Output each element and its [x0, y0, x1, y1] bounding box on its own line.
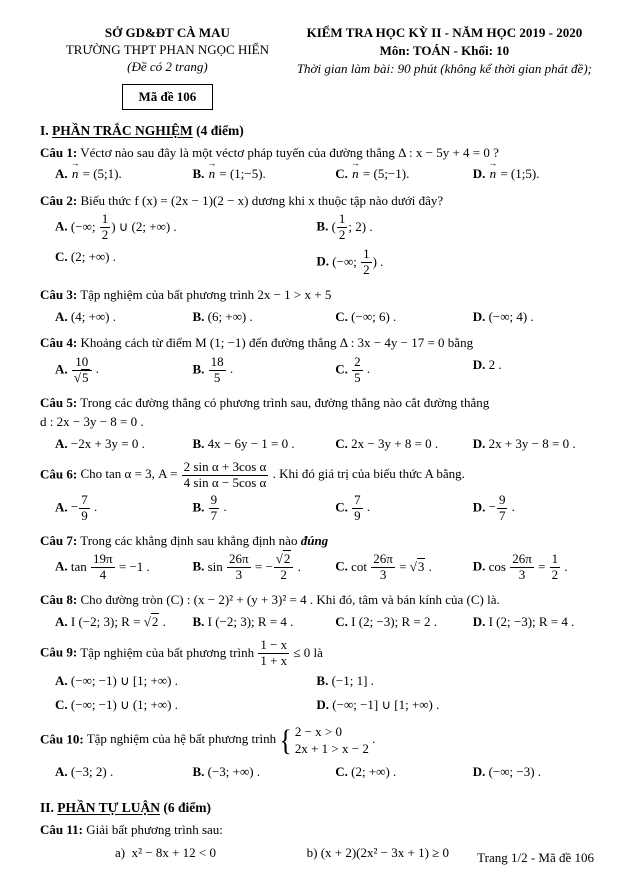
- option-key: A.: [55, 673, 68, 688]
- option-key: C.: [335, 435, 348, 451]
- option-A: [55, 610, 192, 634]
- option-D: [473, 305, 594, 329]
- option-key: A.: [55, 166, 68, 182]
- option-key: A.: [55, 558, 68, 574]
- option-C: [335, 305, 472, 329]
- option-A: [55, 353, 192, 388]
- options-row: [40, 162, 594, 186]
- option-B: [192, 491, 335, 526]
- option-key: A.: [55, 764, 68, 779]
- department-name: SỞ GD&ĐT CÀ MAU: [104, 25, 230, 40]
- question-5: [40, 393, 594, 456]
- option-B: [192, 432, 335, 456]
- option-text: cos $\frac{26\pi}{3}$ = $\frac{1}{2}$ .: [488, 551, 568, 583]
- part-text: x² − 8x + 12 < 0: [131, 845, 217, 861]
- option-D: [473, 491, 594, 526]
- question-stem: [40, 820, 594, 840]
- option-D: [473, 760, 594, 784]
- option-text: → n = (1;−5).: [208, 166, 266, 181]
- question-text-line2: d : 2x − 3y − 8 = 0 .: [40, 414, 144, 429]
- option-text: 2 .: [488, 356, 502, 372]
- option-key: A.: [55, 435, 68, 451]
- option-key: A.: [55, 499, 68, 515]
- option-B: [192, 610, 335, 634]
- question-9: [40, 638, 594, 716]
- option-A: [55, 210, 316, 245]
- option-text: (−∞; −1] ∪ [1; +∞) .: [332, 696, 440, 712]
- option-key: C.: [335, 558, 348, 574]
- option-text: (−∞; −1) ∪ (1; +∞) .: [70, 696, 178, 712]
- option-text: I (2; −3); R = 2 .: [351, 613, 437, 629]
- option-text: (−∞; −3) .: [488, 764, 542, 779]
- option-B: [316, 669, 594, 693]
- question-stem: [40, 638, 594, 669]
- subject-line: Môn: TOÁN - Khối: 10: [379, 42, 510, 58]
- question-text: Cho đường tròn (C) : (x − 2)² + (y + 3)² = 4 . Khi đó, tâm và bán kính của (C) là.: [80, 592, 500, 608]
- option-key: C.: [335, 361, 348, 377]
- question-label: Câu 3:: [40, 287, 78, 303]
- question-text: Cho tan α = 3, A = $\frac{\text{2 sin α + 3cos α}}{\text{4 sin α − 5cos α}}$ . Khi đó giá trị của biểu thức A bằng.: [80, 459, 465, 490]
- option-key: A.: [55, 361, 68, 377]
- question-label: Câu 7:: [40, 532, 78, 548]
- option-C: [55, 245, 316, 280]
- option-text: (−∞; 6) .: [351, 308, 397, 324]
- option-key: B.: [192, 435, 205, 451]
- option-text: 4x − 6y − 1 = 0 .: [207, 435, 295, 451]
- option-text: I (2; −3); R = 4 .: [488, 613, 575, 629]
- question-2: [40, 191, 594, 280]
- option-B: [192, 162, 335, 186]
- option-key: C.: [55, 696, 68, 712]
- option-key: B.: [192, 166, 205, 182]
- question-stem: [40, 721, 594, 760]
- option-text: (−1; 1] .: [331, 673, 374, 688]
- option-A: [55, 305, 192, 329]
- question-label: Câu 9:: [40, 644, 78, 660]
- option-text: $\frac{18}{5}$ .: [210, 353, 234, 385]
- option-C: [335, 550, 472, 585]
- option-C: [335, 491, 472, 526]
- option-C: [335, 432, 472, 456]
- option-key: B.: [192, 613, 205, 629]
- options-grid: [40, 669, 594, 716]
- exam-header: [40, 24, 594, 110]
- option-key: B.: [316, 218, 329, 234]
- question-4: [40, 333, 594, 387]
- option-B: [316, 210, 594, 245]
- question-label: Câu 2:: [40, 192, 78, 208]
- option-B: [192, 550, 335, 585]
- options-row: [40, 550, 594, 585]
- option-text: → n = (1;5).: [489, 166, 540, 181]
- question-label: Câu 1:: [40, 144, 78, 160]
- option-C: [335, 162, 472, 186]
- option-key: B.: [192, 558, 205, 574]
- question-text: Tập nghiệm của hệ bất phương trình { 2 − x > 0 2x + 1 > x − 2 .: [86, 723, 376, 757]
- question-text: Tập nghiệm của bất phương trình $\frac{1 - x}{1 + x}$ ≤ 0 là: [80, 637, 323, 669]
- option-key: A.: [55, 218, 68, 234]
- pages-note: (Đề có 2 trang): [127, 59, 208, 75]
- option-text: 2x + 3y − 8 = 0 .: [488, 435, 576, 451]
- part-key: a): [115, 845, 126, 861]
- option-B: [192, 353, 335, 388]
- option-key: D.: [472, 308, 486, 324]
- question-8: [40, 590, 594, 633]
- question-text: Tập nghiệm của bất phương trình 2x − 1 > x + 5: [80, 287, 332, 303]
- option-A: [55, 669, 316, 693]
- option-B: [192, 305, 335, 329]
- question-stem: [40, 285, 594, 305]
- question-text: Giải bất phương trình sau:: [86, 821, 223, 837]
- option-key: D.: [472, 435, 486, 451]
- page-footer: Trang 1/2 - Mã đề 106: [477, 849, 594, 865]
- options-row: [40, 610, 594, 634]
- section1-title: [40, 121, 594, 141]
- option-text: 2x − 3y + 8 = 0 .: [351, 435, 439, 451]
- question-6: [40, 460, 594, 526]
- section1-points: (4 điểm): [192, 122, 244, 138]
- option-D: [473, 610, 594, 634]
- question-stem: [40, 191, 594, 211]
- option-key: C.: [55, 249, 68, 265]
- question-stem: [40, 590, 594, 610]
- option-text: (−3; 2) .: [70, 764, 114, 779]
- question-text: Khoảng cách từ điểm M (1; −1) đến đường thẳng Δ : 3x − 4y − 17 = 0 bằng: [80, 335, 474, 351]
- option-A: [55, 550, 192, 585]
- option-key: D.: [316, 253, 330, 269]
- section1-name: PHẦN TRẮC NGHIỆM: [52, 122, 193, 138]
- question-text: Véctơ nào sau đây là một véctơ pháp tuyến của đường thẳng Δ : x − 5y + 4 = 0 ?: [80, 144, 499, 160]
- options-grid: [40, 210, 594, 280]
- option-C: [335, 610, 472, 634]
- question-1: [40, 143, 594, 186]
- option-text: → n = (5;−1).: [351, 166, 409, 181]
- section2-prefix: II.: [40, 799, 58, 815]
- question-label: Câu 10:: [40, 731, 84, 747]
- options-row: [40, 491, 594, 526]
- option-key: C.: [335, 499, 348, 515]
- option-B: [192, 760, 335, 784]
- option-D: [473, 432, 594, 456]
- option-text: (6; +∞) .: [207, 308, 253, 324]
- question-stem: [40, 531, 594, 551]
- option-key: D.: [316, 696, 330, 712]
- option-text: cot $\frac{26\pi}{3}$ = √3 .: [351, 551, 432, 583]
- option-A: [55, 760, 192, 784]
- option-C: [55, 693, 316, 717]
- option-text: $\frac{7}{9}$ .: [354, 491, 371, 523]
- part-text: (x + 2)(2x² − 3x + 1) ≥ 0: [320, 845, 450, 861]
- section2-title: [40, 798, 594, 818]
- option-key: C.: [335, 764, 348, 779]
- option-A: [55, 432, 192, 456]
- question-text-emphasis: đúng: [300, 532, 329, 548]
- part-a: [115, 841, 307, 865]
- options-row: [40, 760, 594, 784]
- option-key: B.: [192, 764, 205, 779]
- question-label: Câu 6:: [40, 466, 78, 482]
- option-key: A.: [55, 308, 68, 324]
- option-D: [473, 353, 594, 388]
- option-text: (−3; +∞) .: [207, 764, 261, 779]
- option-key: D.: [472, 166, 486, 182]
- option-text: −2x + 3y = 0 .: [70, 435, 145, 451]
- option-key: C.: [335, 308, 348, 324]
- option-A: [55, 491, 192, 526]
- school-name: TRƯỜNG THPT PHAN NGỌC HIỂN: [65, 42, 269, 58]
- option-key: A.: [55, 613, 68, 629]
- exam-code-box: Mã đề 106: [122, 84, 214, 109]
- option-key: C.: [335, 613, 348, 629]
- question-label: Câu 4:: [40, 335, 78, 351]
- option-text: − $\frac{7}{9}$ .: [70, 491, 98, 523]
- question-stem: [40, 393, 594, 432]
- option-C: [335, 353, 472, 388]
- option-key: D.: [472, 499, 486, 515]
- question-10: [40, 721, 594, 784]
- options-row: [40, 353, 594, 388]
- question-text: Trong các đường thẳng có phương trình sau, đường thẳng nào cắt đường thẳng: [80, 394, 490, 410]
- option-D: [316, 693, 594, 717]
- option-key: B.: [192, 308, 205, 324]
- question-label: Câu 5:: [40, 394, 78, 410]
- section1-prefix: I.: [40, 122, 53, 138]
- exam-title-block: [295, 24, 594, 110]
- option-text: (4; +∞) .: [70, 308, 117, 324]
- option-key: D.: [472, 356, 486, 372]
- option-key: D.: [472, 764, 486, 779]
- question-stem: [40, 143, 594, 163]
- option-D: [316, 245, 594, 280]
- option-key: B.: [192, 361, 205, 377]
- question-7: [40, 531, 594, 585]
- option-text: ( $\frac{1}{2}$ ; 2) .: [331, 211, 373, 243]
- options-row: [40, 432, 594, 456]
- option-key: B.: [192, 499, 205, 515]
- option-text: $\frac{9}{7}$ .: [210, 491, 227, 523]
- duration-line: Thời gian làm bài: 90 phút (không kể thời gian phát đề);: [296, 60, 592, 76]
- option-key: D.: [472, 558, 486, 574]
- option-key: D.: [472, 613, 486, 629]
- question-3: [40, 285, 594, 328]
- option-text: tan $\frac{19\pi}{4}$ = −1 .: [70, 551, 150, 583]
- question-text: Trong các khẳng định sau khẳng định nào: [80, 532, 301, 548]
- option-D: [473, 162, 594, 186]
- option-D: [473, 550, 594, 585]
- option-key: C.: [335, 166, 348, 182]
- exam-title: KIỂM TRA HỌC KỲ II - NĂM HỌC 2019 - 2020: [306, 25, 583, 40]
- option-text: − $\frac{9}{7}$ .: [488, 491, 515, 523]
- question-text: Biểu thức f (x) = (2x − 1)(2 − x) dương khi x thuộc tập nào dưới đây?: [80, 192, 444, 208]
- option-text: I (−2; 3); R = √2 .: [70, 613, 166, 629]
- option-text: (2; +∞) .: [70, 249, 117, 265]
- option-text: → n = (5;1).: [71, 166, 122, 181]
- option-key: B.: [316, 673, 329, 688]
- question-label: Câu 11:: [40, 821, 83, 837]
- option-text: $\frac{2}{5}$ .: [354, 353, 371, 385]
- section2-name: PHẦN TỰ LUẬN: [57, 799, 161, 815]
- question-label: Câu 8:: [40, 592, 78, 608]
- option-text: $\frac{10}{√5}$ .: [73, 353, 100, 385]
- section2-points: (6 điểm): [160, 799, 212, 815]
- option-text: (2; +∞) .: [351, 764, 397, 779]
- option-text: sin $\frac{26\pi}{3}$ = − $\frac{√2}{2}$ .: [207, 551, 301, 583]
- question-stem: [40, 333, 594, 353]
- option-C: [335, 760, 472, 784]
- options-row: [40, 305, 594, 329]
- option-text: (−∞; −1) ∪ [1; +∞) .: [70, 673, 178, 688]
- question-stem: [40, 460, 594, 491]
- option-text: I (−2; 3); R = 4 .: [207, 613, 294, 629]
- option-A: [55, 162, 192, 186]
- school-block: [40, 24, 295, 110]
- option-text: (−∞; $\frac{1}{2}$ ) .: [332, 246, 384, 278]
- option-text: (−∞; $\frac{1}{2}$ ) ∪ (2; +∞) .: [70, 211, 177, 243]
- option-text: (−∞; 4) .: [488, 308, 534, 324]
- part-key: b): [306, 845, 318, 861]
